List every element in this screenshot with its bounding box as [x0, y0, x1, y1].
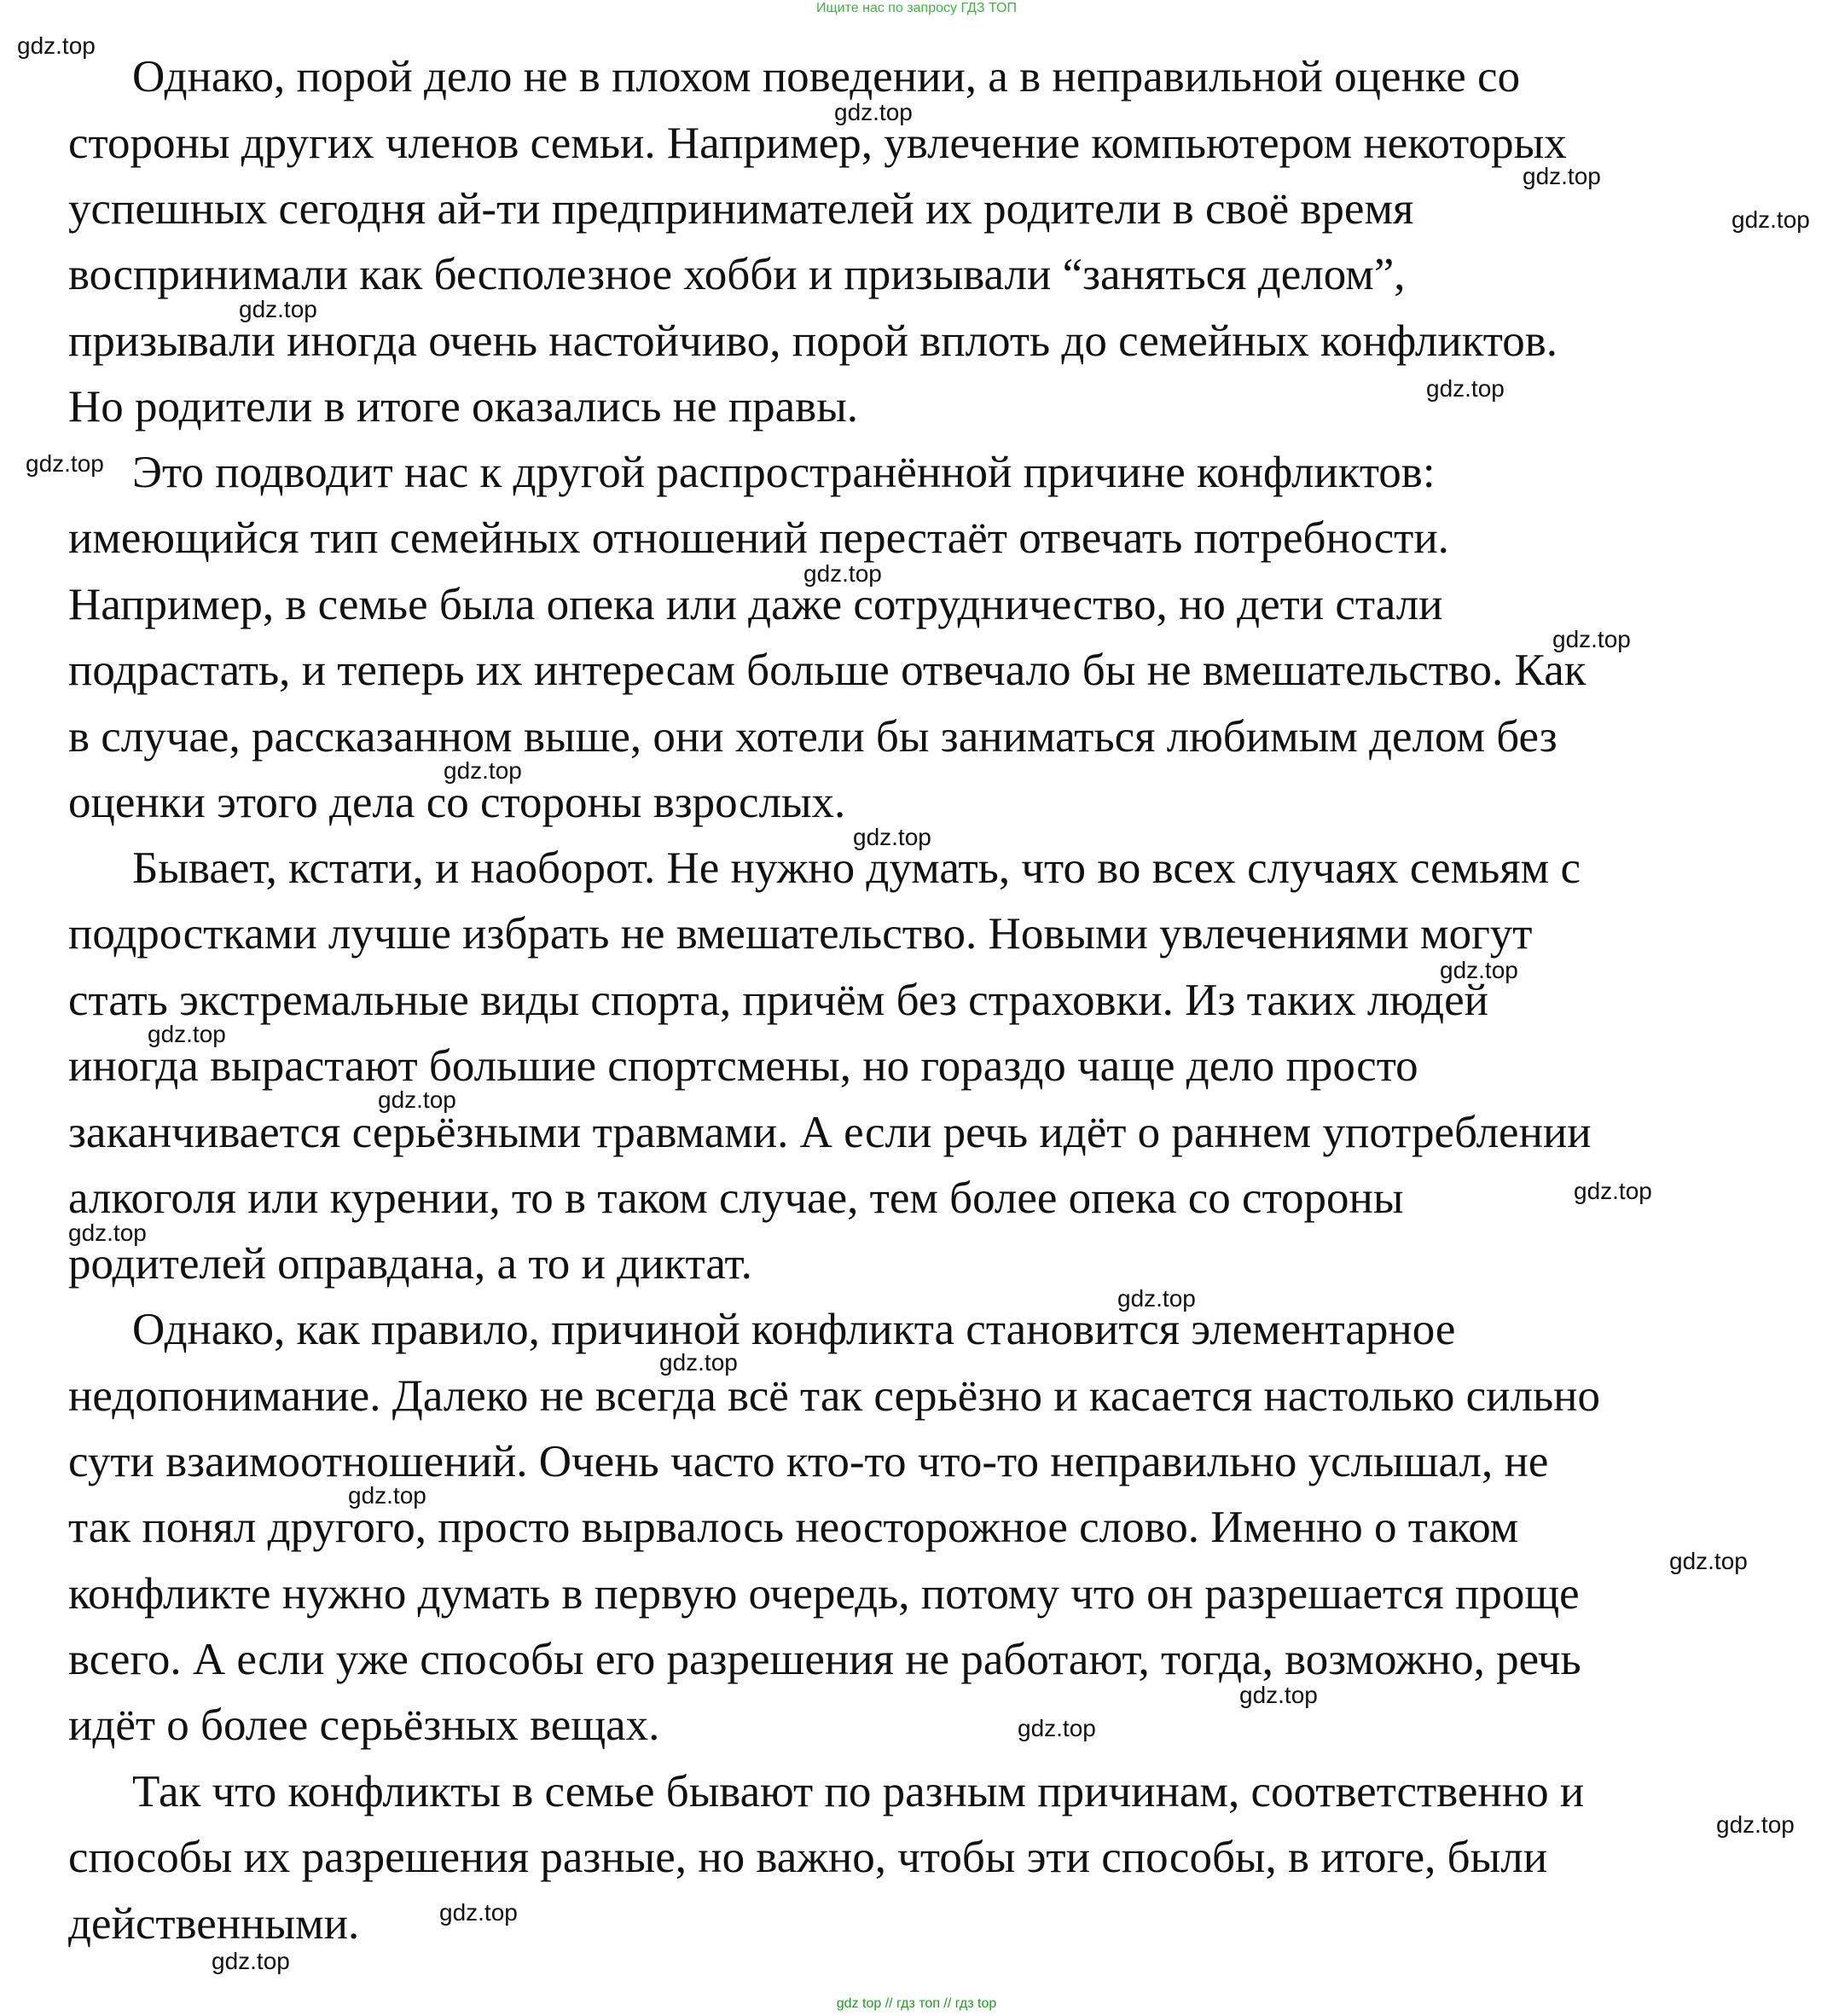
watermark: gdz.top — [803, 560, 882, 587]
watermark: gdz.top — [1239, 1682, 1318, 1708]
paragraph-1-line-1: Однако, порой дело не в плохом поведении, а в неправильной оценке со — [132, 52, 1521, 101]
paragraph-5-line-1: Так что конфликты в семье бывают по разным причинам, соответственно и — [132, 1767, 1585, 1816]
paragraph-2-line-3: Например, в семье была опека или даже сотрудничество, но дети стали — [68, 580, 1443, 629]
paragraph-3-line-4: иногда вырастают большие спортсмены, но гораздо чаще дело просто — [68, 1041, 1418, 1091]
watermark: gdz.top — [834, 99, 913, 125]
paragraph-4-line-5: конфликте нужно думать в первую очередь, потому что он разрешается проще — [68, 1569, 1580, 1619]
paragraph-2-line-2: имеющийся тип семейных отношений перестаёт отвечать потребности. — [68, 513, 1449, 563]
paragraph-5-line-3: действенными. — [68, 1899, 360, 1949]
paragraph-4-line-1: Однако, как правило, причиной конфликта становится элементарное — [132, 1305, 1456, 1354]
paragraph-2-line-1: Это подводит нас к другой распространённой причине конфликтов: — [132, 448, 1436, 497]
watermark: gdz.top — [853, 824, 931, 850]
paragraph-3-line-3: стать экстремальные виды спорта, причём без страховки. Из таких людей — [68, 976, 1489, 1025]
watermark: gdz.top — [1018, 1715, 1096, 1741]
paragraph-4-line-4: так понял другого, просто вырвалось неосторожное слово. Именно о таком — [68, 1503, 1519, 1552]
watermark: gdz.top — [68, 1219, 147, 1246]
paragraph-2-line-4: подрастать, и теперь их интересам больше отвечало бы не вмешательство. Как — [68, 646, 1586, 695]
paragraph-4-line-6: всего. А если уже способы его разрешения не работают, тогда, возможно, речь — [68, 1635, 1581, 1684]
watermark: gdz.top — [1523, 163, 1601, 189]
paragraph-1-line-3: успешных сегодня ай-ти предпринимателей их родители в своё время — [68, 184, 1414, 234]
watermark: gdz.top — [1716, 1811, 1795, 1838]
watermark: gdz.top — [26, 450, 104, 477]
paragraph-4-line-3: сути взаимоотношений. Очень часто кто-то что-то неправильно услышал, не — [68, 1437, 1549, 1486]
watermark: gdz.top — [439, 1899, 518, 1926]
top-banner[interactable]: Ищите нас по запросу ГДЗ ТОП — [816, 1, 1017, 15]
paragraph-3-line-1: Бывает, кстати, и наоборот. Не нужно думать, что во всех случаях семьям с — [132, 843, 1581, 893]
watermark: gdz.top — [378, 1086, 456, 1113]
watermark: gdz.top — [1669, 1548, 1748, 1574]
footer-links[interactable]: gdz top // гдз топ // гдз top — [836, 1996, 997, 2011]
paragraph-3-line-7: родителей оправдана, а то и диктат. — [68, 1239, 752, 1289]
watermark: gdz.top — [239, 296, 317, 322]
watermark: gdz.top — [1426, 375, 1505, 402]
paragraph-3-line-5: заканчивается серьёзными травмами. А если речь идёт о раннем употреблении — [68, 1108, 1592, 1157]
watermark: gdz.top — [1440, 957, 1518, 983]
paragraph-3-line-2: подростками лучше избрать не вмешательство. Новыми увлечениями могут — [68, 909, 1533, 959]
paragraph-1-line-5: призывали иногда очень настойчиво, порой вплоть до семейных конфликтов. — [68, 316, 1558, 366]
paragraph-4-line-2: недопонимание. Далеко не всегда всё так серьёзно и касается настолько сильно — [68, 1371, 1601, 1421]
paragraph-1-line-2: стороны других членов семьи. Например, увлечение компьютером некоторых — [68, 119, 1567, 168]
paragraph-3-line-6: алкоголя или курении, то в таком случае, тем более опека со стороны — [68, 1173, 1404, 1223]
watermark: gdz.top — [148, 1021, 226, 1047]
watermark: gdz.top — [17, 32, 96, 59]
watermark: gdz.top — [659, 1349, 738, 1376]
watermark: gdz.top — [348, 1482, 426, 1509]
paragraph-1-line-4: воспринимали как бесполезное хобби и призывали “заняться делом”, — [68, 250, 1406, 299]
watermark: gdz.top — [1117, 1285, 1196, 1312]
watermark: gdz.top — [1574, 1178, 1652, 1204]
paragraph-2-line-5: в случае, рассказанном выше, они хотели бы заниматься любимым делом без — [68, 712, 1557, 762]
watermark: gdz.top — [1552, 626, 1631, 652]
paragraph-5-line-2: способы их разрешения разные, но важно, чтобы эти способы, в итоге, были — [68, 1833, 1548, 1882]
watermark: gdz.top — [444, 757, 522, 784]
paragraph-4-line-7: идёт о более серьёзных вещах. — [68, 1700, 660, 1750]
watermark: gdz.top — [1731, 206, 1810, 233]
paragraph-1-line-6: Но родители в итоге оказались не правы. — [68, 382, 859, 432]
watermark: gdz.top — [212, 1948, 290, 1974]
paragraph-2-line-6: оценки этого дела со стороны взрослых. — [68, 778, 846, 827]
